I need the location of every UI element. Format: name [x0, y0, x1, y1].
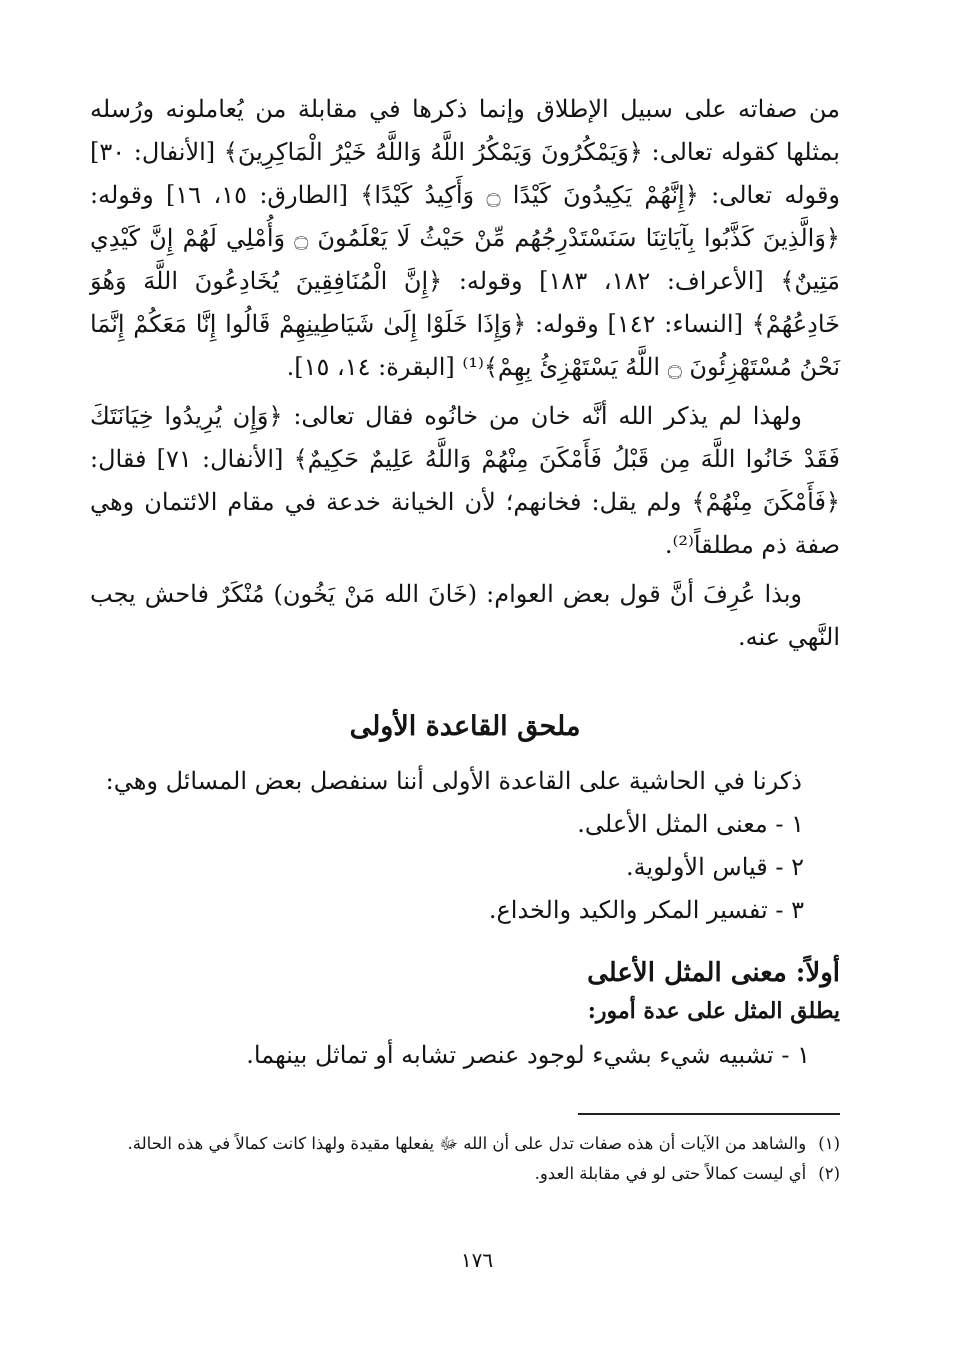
section-heading: أولاً: معنى المثل الأعلى — [587, 958, 840, 988]
body-paragraph-1: من صفاته على سبيل الإطلاق وإنما ذكرها في مقابلة من يُعاملونه ورُسله بمثلها كقوله تعالى: ﴿وَيَمْكُرُونَ وَيَمْكُرُ اللَّهُ وَاللَّهُ خَيْرُ الْمَاكِرِينَ﴾ [الأنفال: ٣٠] وقوله تعالى: ﴿إِنَّهُمْ يَكِيدُونَ كَيْدًا ۝ وَأَكِيدُ كَيْدًا﴾ [الطارق: ١٥، ١٦] وقوله: ﴿وَالَّذِينَ كَذَّبُوا بِآيَاتِنَا سَنَسْتَدْرِجُهُم مِّنْ حَيْثُ لَا يَعْلَمُونَ ۝ وَأُمْلِي لَهُمْ إِنَّ كَيْدِي مَتِينٌ﴾ [الأعراف: ١٨٢، ١٨٣] وقوله: ﴿إِنَّ الْمُنَافِقِينَ يُخَادِعُونَ اللَّهَ وَهُوَ خَادِعُهُمْ﴾ [النساء: ١٤٢] وقوله: ﴿وَإِذَا خَلَوْا إِلَىٰ شَيَاطِينِهِمْ قَالُوا إِنَّا مَعَكُمْ إِنَّمَا نَحْنُ مُسْتَهْزِئُونَ ۝ اللَّهُ يَسْتَهْزِئُ بِهِمْ﴾⁽¹⁾ [البقرة: ١٤، ١٥]. — [90, 95, 841, 381]
page-number: ١٧٦ — [460, 1248, 494, 1272]
section-item-1: ١ - تشبيه شيء بشيء لوجود عنصر تشابه أو تماثل بينهما. — [246, 1041, 810, 1069]
appendix-heading: ملحق القاعدة الأولى — [349, 711, 581, 742]
page-content — [90, 88, 840, 1189]
footnote-number: (٢) — [818, 1164, 840, 1183]
footnote-2 — [90, 1159, 840, 1189]
footnote-1 — [90, 1129, 840, 1159]
footnote-divider — [578, 1113, 840, 1115]
footnote-text: أي ليست كمالاً حتى لو في مقابلة العدو. — [534, 1164, 807, 1183]
list-item-2: ٢ - قياس الأولوية. — [625, 853, 804, 881]
footnote-text: والشاهد من الآيات أن هذه صفات تدل على أن الله ﷻ يفعلها مقيدة ولهذا كانت كمالاً في هذه الحالة. — [127, 1134, 807, 1153]
section-subheading: يطلق المثل على عدة أمور: — [587, 998, 840, 1024]
appendix-intro: ذكرنا في الحاشية على القاعدة الأولى أننا سنفصل بعض المسائل وهي: — [105, 767, 802, 795]
body-paragraph-3: وبذا عُرِفَ أنَّ قول بعض العوام: (خَانَ الله مَنْ يَخُون) مُنْكَرٌ فاحش يجب النَّهي عنه. — [90, 580, 840, 651]
body-paragraph-2: ولهذا لم يذكر الله أنَّه خان من خانُوه فقال تعالى: ﴿وَإِن يُرِيدُوا خِيَانَتَكَ فَقَدْ خَانُوا اللَّهَ مِن قَبْلُ فَأَمْكَنَ مِنْهُمْ وَاللَّهُ عَلِيمٌ حَكِيمٌ﴾ [الأنفال: ٧١] فقال: ﴿فَأَمْكَنَ مِنْهُمْ﴾ ولم يقل: فخانهم؛ لأن الخيانة خدعة في مقام الائتمان وهي صفة ذم مطلقاً⁽²⁾. — [90, 402, 840, 559]
list-item-1: ١ - معنى المثل الأعلى. — [577, 810, 804, 838]
list-item-3: ٣ - تفسير المكر والكيد والخداع. — [488, 896, 804, 924]
footnote-number: (١) — [818, 1134, 840, 1153]
